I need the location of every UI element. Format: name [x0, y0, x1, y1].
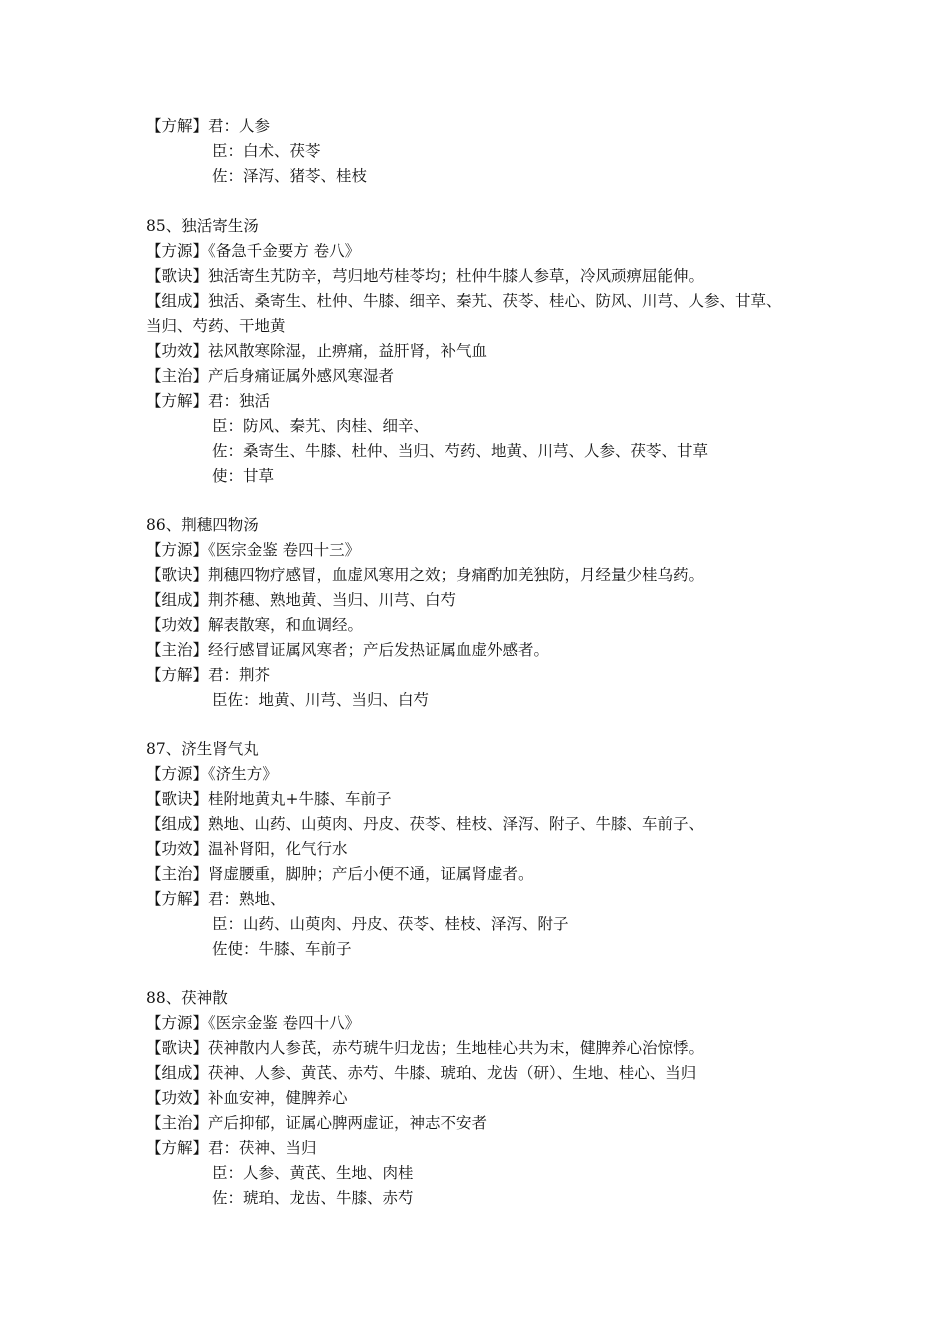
formula-title: 88、茯神散: [146, 989, 228, 1007]
analysis-line: 佐：琥珀、龙齿、牛膝、赤芍: [212, 1189, 414, 1207]
formula-effect: 【功效】祛风散寒除湿，止痹痛，益肝肾，补气血: [146, 342, 488, 360]
formula-title: 87、济生肾气丸: [146, 740, 259, 758]
analysis-line: 臣：白术、茯苓: [212, 142, 321, 160]
formula-effect: 【功效】补血安神，健脾养心: [146, 1089, 348, 1107]
formula-86: [146, 513, 846, 713]
analysis-line: 使：甘草: [212, 467, 275, 485]
formula-indication: 【主治】产后身痛证属外感风寒湿者: [146, 367, 395, 385]
formula-analysis: 【方解】君：茯神、当归: [146, 1139, 317, 1157]
analysis-line: 佐：桑寄生、牛膝、杜仲、当归、芍药、地黄、川芎、人参、茯苓、甘草: [212, 442, 709, 460]
formula-85: [146, 214, 846, 489]
formula-analysis: 【方解】君：熟地、: [146, 890, 286, 908]
formula-composition: 【组成】独活、桑寄生、杜仲、牛膝、细辛、秦艽、茯苓、桂心、防风、川芎、人参、甘草、: [146, 292, 782, 310]
formula-title: 86、荆穗四物汤: [146, 516, 259, 534]
analysis-line: 臣佐：地黄、川芎、当归、白芍: [212, 691, 430, 709]
formula-source: 【方源】《济生方》: [146, 765, 278, 783]
formula-indication: 【主治】产后抑郁，证属心脾两虚证，神志不安者: [146, 1114, 488, 1132]
formula-analysis: 【方解】君：荆芥: [146, 666, 271, 684]
formula-indication: 【主治】肾虚腰重，脚肿；产后小便不通，证属肾虚者。: [146, 865, 534, 883]
analysis-line: 佐使：牛膝、车前子: [212, 940, 352, 958]
formula-effect: 【功效】解表散寒，和血调经。: [146, 616, 364, 634]
formula-source: 【方源】《备急千金要方 卷八》: [146, 242, 361, 260]
analysis-line: 【方解】君：人参: [146, 117, 271, 135]
analysis-line: 臣：人参、黄芪、生地、肉桂: [212, 1164, 414, 1182]
analysis-line: 佐：泽泻、猪苓、桂枝: [212, 167, 368, 185]
formula-title: 85、独活寄生汤: [146, 217, 259, 235]
formula-composition: 【组成】熟地、山药、山萸肉、丹皮、茯苓、桂枝、泽泻、附子、牛膝、车前子、: [146, 815, 705, 833]
formula-effect: 【功效】温补肾阳，化气行水: [146, 840, 348, 858]
formula-verse: 【歌诀】桂附地黄丸+牛膝、车前子: [146, 790, 392, 808]
formula-verse: 【歌诀】茯神散内人参芪，赤芍琥牛归龙齿；生地桂心共为末，健脾养心治惊悸。: [146, 1039, 705, 1057]
formula-composition: 【组成】茯神、人参、黄芪、赤芍、牛膝、琥珀、龙齿（研）、生地、桂心、当归: [146, 1064, 697, 1082]
analysis-line: 臣：防风、秦艽、肉桂、细辛、: [212, 417, 430, 435]
formula-composition-cont: 当归、芍药、干地黄: [146, 317, 286, 335]
formula-indication: 【主治】经行感冒证属风寒者；产后发热证属血虚外感者。: [146, 641, 550, 659]
formula-verse: 【歌诀】独活寄生艽防辛，芎归地芍桂苓均；杜仲牛膝人参草，冷风顽痹屈能伸。: [146, 267, 705, 285]
formula-composition: 【组成】荆芥穗、熟地黄、当归、川芎、白芍: [146, 591, 457, 609]
formula-source: 【方源】《医宗金鉴 卷四十三》: [146, 541, 361, 559]
formula-verse: 【歌诀】荆穗四物疗感冒，血虚风寒用之效；身痛酌加羌独防，月经量少桂乌药。: [146, 566, 705, 584]
formula-analysis: 【方解】君：独活: [146, 392, 271, 410]
formula-source: 【方源】《医宗金鉴 卷四十八》: [146, 1014, 361, 1032]
analysis-line: 臣：山药、山萸肉、丹皮、茯苓、桂枝、泽泻、附子: [212, 915, 569, 933]
formula-87: [146, 737, 846, 962]
formula-84-analysis: [146, 114, 846, 189]
formula-88: [146, 986, 846, 1211]
